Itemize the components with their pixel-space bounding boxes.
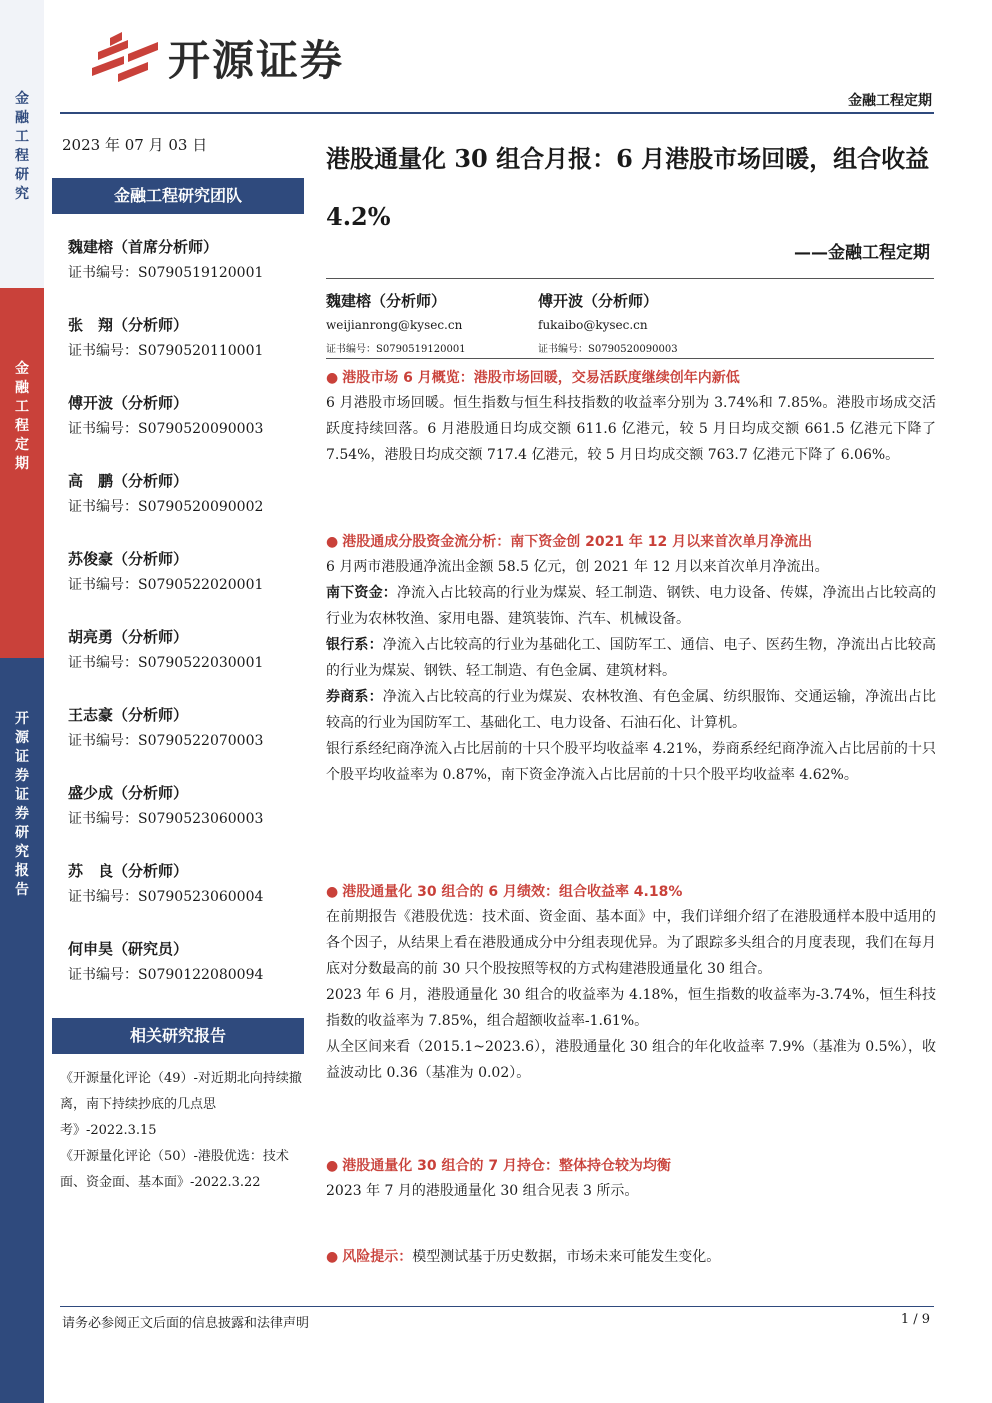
brand-logo-icon: [88, 30, 162, 88]
related-reports-title: 相关研究报告: [52, 1018, 304, 1054]
analyst-card: [68, 782, 308, 828]
header-divider: [60, 112, 934, 114]
author-block: [326, 290, 466, 355]
risk-note: [326, 1244, 936, 1270]
analyst-cert: 证书编号：S0790519120001: [68, 265, 264, 281]
author-name: 魏建榕（分析师）: [326, 292, 447, 310]
analyst-cert: 证书编号：S0790520090003: [68, 421, 264, 437]
title-divider: [326, 278, 934, 279]
analyst-card: [68, 314, 308, 360]
analyst-card: [68, 626, 308, 672]
author-email[interactable]: fukaibo@kysec.cn: [538, 318, 648, 332]
section-heading: ● 港股通量化 30 组合的 7 月持仓：整体持仓较为均衡: [326, 1158, 671, 1174]
risk-line: ● 风险提示：模型测试基于历史数据，市场未来可能发生变化。: [326, 1249, 721, 1265]
bullet-icon: ●: [326, 884, 339, 900]
section-paragraph: 2023 年 6 月，港股通量化 30 组合的收益率为 4.18%，恒生指数的收益率为-3.74%，恒生科技指数的收益率为 7.85%，组合超额收益率-1.61%。: [326, 987, 936, 1029]
analyst-name: 苏 良（分析师）: [68, 862, 189, 880]
side-text-top: 金融工程研究: [15, 91, 29, 202]
brand-logo: [88, 26, 378, 92]
report-title: 港股通量化 30 组合月报：6 月港股市场回暖，组合收益 4.2%: [326, 144, 930, 231]
section-paragraph: 券商系：净流入占比较高的行业为煤炭、农林牧渔、有色金属、纺织服饰、交通运输，净流出占比较高的行业为国防军工、基础化工、电力设备、石油石化、计算机。: [326, 689, 937, 731]
analyst-cert: 证书编号：S0790122080094: [68, 967, 264, 983]
analyst-name: 盛少成（分析师）: [68, 784, 189, 802]
bullet-icon: ●: [326, 1158, 339, 1174]
footer-disclaimer: 请务必参阅正文后面的信息披露和法律声明: [62, 1316, 310, 1331]
analyst-cert: 证书编号：S0790523060004: [68, 889, 264, 905]
section-heading: ● 港股通量化 30 组合的 6 月绩效：组合收益率 4.18%: [326, 884, 683, 900]
brand-name: 开源证券: [168, 36, 345, 85]
analyst-cert: 证书编号：S0790522070003: [68, 733, 264, 749]
analyst-cert: 证书编号：S0790522020001: [68, 577, 264, 593]
section-paragraph: 银行系经纪商净流入占比居前的十只个股平均收益率 4.21%，券商系经纪商净流入占比居前的十只个股平均收益率为 0.87%，南下资金净流入占比居前的十只个股平均收益率 4.62%。: [326, 741, 936, 783]
side-text-middle: 金融工程定期: [15, 361, 29, 472]
related-report-link[interactable]: 《开源量化评论（49）-对近期北向持续撤离，南下持续抄底的几点思考》-2022.3.15: [60, 1071, 302, 1138]
analyst-name: 胡亮勇（分析师）: [68, 628, 189, 646]
analyst-name: 张 翔（分析师）: [68, 316, 189, 334]
section-heading: ● 港股市场 6 月概览：港股市场回暖，交易活跃度继续创年内新低: [326, 370, 740, 386]
author-email[interactable]: weijianrong@kysec.cn: [326, 318, 463, 332]
bullet-icon: ●: [326, 534, 339, 550]
side-banner: [0, 0, 44, 1403]
author-cert: 证书编号：S0790519120001: [326, 344, 466, 355]
analyst-name: 王志豪（分析师）: [68, 706, 189, 724]
section-paragraph: 南下资金：净流入占比较高的行业为煤炭、轻工制造、钢铁、电力设备、传媒，净流出占比较高的行业为农林牧渔、家用电器、建筑装饰、汽车、机械设备。: [326, 585, 936, 627]
author-block: [538, 290, 678, 355]
section-paragraph: 从全区间来看（2015.1~2023.6），港股通量化 30 组合的年化收益率 7.9%（基准为 0.5%），收益波动比 0.36（基准为 0.02）。: [326, 1039, 936, 1081]
analyst-cert: 证书编号：S0790520090002: [68, 499, 264, 515]
analyst-cert: 证书编号：S0790520110001: [68, 343, 264, 359]
report-date: 2023 年 07 月 03 日: [62, 136, 208, 154]
page-number: 1 / 9: [900, 1312, 930, 1327]
author-name: 傅开波（分析师）: [538, 292, 659, 310]
team-title: 金融工程研究团队: [52, 178, 304, 214]
side-text-bottom: 开源证券 证券研究报告: [15, 711, 29, 898]
summary-section: [326, 530, 936, 788]
analyst-card: [68, 860, 308, 906]
summary-section: [326, 366, 936, 468]
section-heading: ● 港股通成分股资金流分析：南下资金创 2021 年 12 月以来首次单月净流出: [326, 534, 813, 550]
bullet-icon: ●: [326, 1249, 339, 1265]
section-paragraph: 在前期报告《港股优选：技术面、资金面、基本面》中，我们详细介绍了在港股通样本股中适用的各个因子，从结果上看在港股通成分中分组表现优异。为了跟踪多头组合的月度表现，我们在每月底对分数最高的前 30 只个股按照等权的方式构建港股通量化 30 组合。: [326, 909, 936, 977]
section-paragraph: 银行系：净流入占比较高的行业为基础化工、国防军工、通信、电子、医药生物，净流出占比较高的行业为煤炭、钢铁、轻工制造、有色金属、建筑材料。: [326, 637, 937, 679]
summary-section: [326, 880, 936, 1086]
analyst-name: 高 鹏（分析师）: [68, 472, 189, 490]
section-paragraph: 6 月两市港股通净流出金额 58.5 亿元，创 2021 年 12 月以来首次单月净流出。: [326, 559, 829, 575]
footer-divider: [60, 1306, 934, 1307]
author-divider: [326, 358, 934, 359]
report-subtitle: ——金融工程定期: [794, 243, 930, 263]
related-reports-list: [60, 1066, 308, 1196]
analyst-cert: 证书编号：S0790522030001: [68, 655, 264, 671]
analyst-card: [68, 392, 308, 438]
analyst-cert: 证书编号：S0790523060003: [68, 811, 264, 827]
bullet-icon: ●: [326, 370, 339, 386]
analyst-card: [68, 470, 308, 516]
section-paragraph: 6 月港股市场回暖。恒生指数与恒生科技指数的收益率分别为 3.74%和 7.85%。港股市场成交活跃度持续回落。6 月港股通日均成交额 611.6 亿港元，较 5 月日均成交额 661.5 亿港元下降了 7.54%，港股日均成交额 717.4 亿港元，较 5 月日均成交额 763.7 亿港元下降了 6.06%。: [326, 395, 936, 463]
section-paragraph: 2023 年 7 月的港股通量化 30 组合见表 3 所示。: [326, 1183, 639, 1199]
analyst-name: 傅开波（分析师）: [68, 394, 189, 412]
analyst-card: [68, 548, 308, 594]
analyst-card: [68, 704, 308, 750]
analyst-card: [68, 938, 308, 984]
analyst-name: 魏建榕（首席分析师）: [68, 238, 219, 256]
analyst-card: [68, 236, 308, 282]
related-report-link[interactable]: 《开源量化评论（50）-港股优选：技术面、资金面、基本面》-2022.3.22: [60, 1149, 289, 1190]
author-cert: 证书编号：S0790520090003: [538, 344, 678, 355]
summary-section: [326, 1154, 936, 1204]
header-category: 金融工程定期: [848, 93, 932, 109]
analyst-name: 何申昊（研究员）: [68, 940, 189, 958]
analyst-name: 苏俊豪（分析师）: [68, 550, 189, 568]
